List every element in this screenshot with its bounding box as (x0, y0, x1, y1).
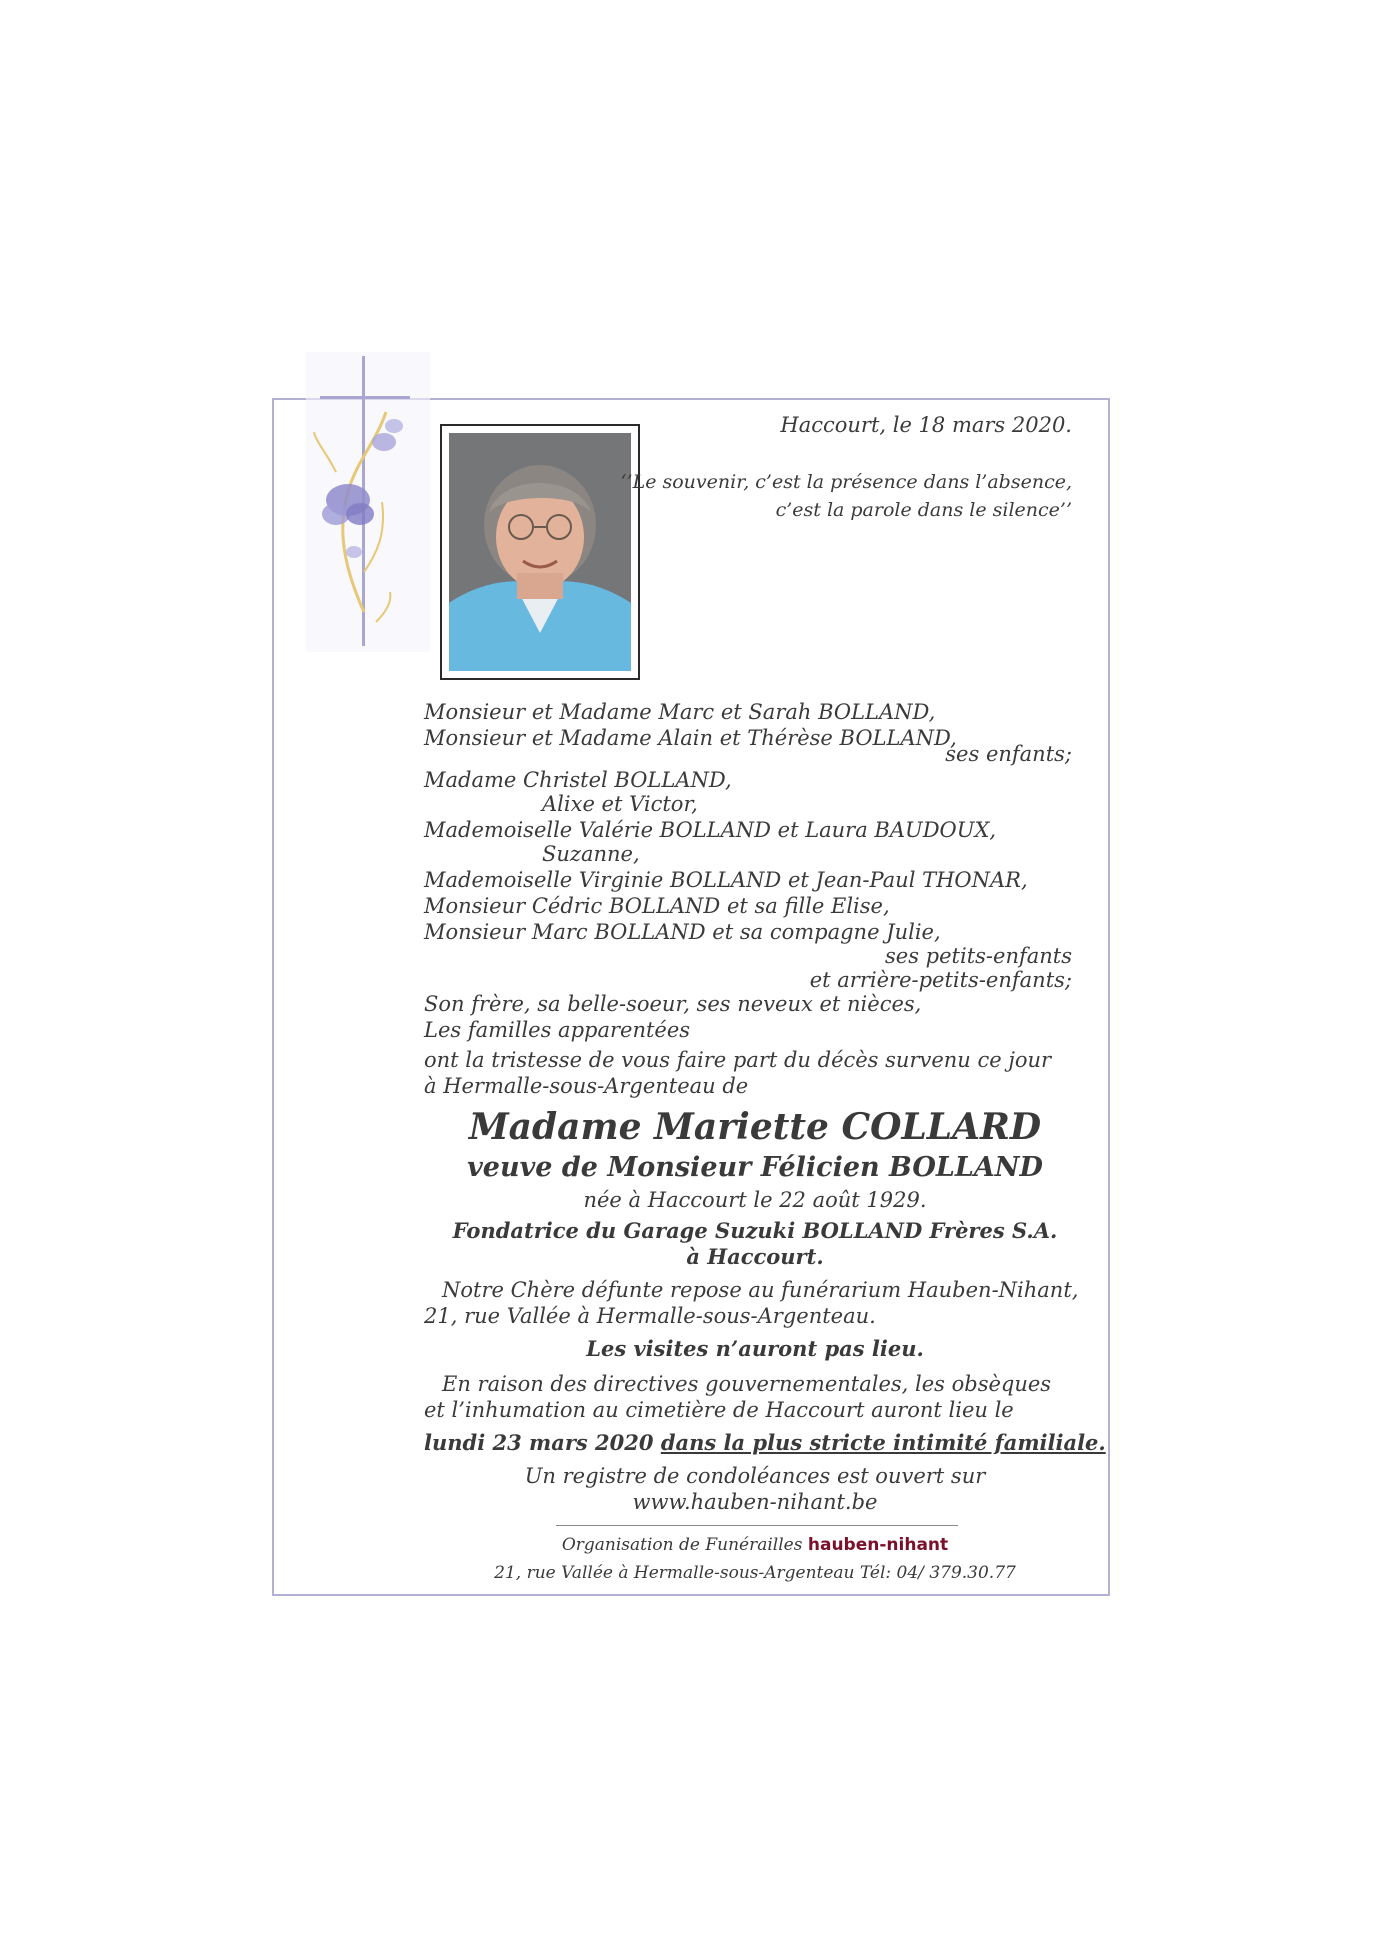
grandchildren-label-2: et arrière-petits-enfants; (809, 968, 1072, 992)
others-line-1: Son frère, sa belle-soeur, ses neveux et nièces, (424, 992, 922, 1016)
funeral-line-1: En raison des directives gouvernementales, les obsèques (442, 1372, 1052, 1396)
repose-line-2: 21, rue Vallée à Hermalle-sous-Argenteau. (424, 1304, 876, 1328)
grandchild-line-3: Mademoiselle Valérie BOLLAND et Laura BAUDOUX, (424, 818, 997, 842)
funeral-private: dans la plus stricte intimité familiale. (660, 1430, 1106, 1455)
funeral-date: lundi 23 mars 2020 (424, 1430, 654, 1455)
footer-org-line (272, 1534, 1238, 1556)
register-line-2: www.hauben-nihant.be (632, 1490, 878, 1514)
footer-org-label: Organisation de Funérailles (561, 1535, 803, 1555)
birth-line: née à Haccourt le 22 août 1929. (583, 1188, 927, 1212)
announce-line-2: à Hermalle-sous-Argenteau de (424, 1074, 749, 1098)
children-label: ses enfants; (945, 742, 1072, 766)
child-line-2: Monsieur et Madame Alain et Thérèse BOLLAND, (424, 726, 957, 750)
portrait-frame (440, 424, 640, 680)
announce-line-1: ont la tristesse de vous faire part du décès survenu ce jour (424, 1048, 1052, 1072)
grandchild-line-7: Monsieur Marc BOLLAND et sa compagne Julie, (424, 920, 941, 944)
repose-line-1: Notre Chère défunte repose au funérarium Hauben-Nihant, (442, 1278, 1079, 1302)
grandchild-line-6: Monsieur Cédric BOLLAND et sa fille Elise, (424, 894, 890, 918)
quote-line-2: c’est la parole dans le silence’’ (775, 499, 1072, 521)
funeral-line-2: et l’inhumation au cimetière de Haccourt auront lieu le (424, 1398, 1014, 1422)
funeral-home-logo: hauben-nihant (807, 1535, 949, 1555)
child-line-1: Monsieur et Madame Marc et Sarah BOLLAND, (424, 700, 936, 724)
deceased-name: Madame Mariette COLLARD (468, 1106, 1042, 1148)
role-line-2: à Haccourt. (686, 1244, 824, 1269)
footer-divider (556, 1525, 958, 1526)
role-line-1: Fondatrice du Garage Suzuki BOLLAND Frères S.A. (452, 1218, 1058, 1243)
date-line: Haccourt, le 18 mars 2020. (780, 413, 1072, 437)
portrait-photo (449, 433, 631, 671)
quote-line-1: ‘’Le souvenir, c’est la présence dans l’absence, (620, 471, 1072, 493)
grandchild-line-1: Madame Christel BOLLAND, (424, 768, 732, 792)
footer-address: 21, rue Vallée à Hermalle-sous-Argenteau Tél: 04/ 379.30.77 (494, 1563, 1016, 1583)
grandchild-line-4: Suzanne, (542, 842, 640, 866)
grandchild-line-2: Alixe et Victor, (542, 792, 698, 816)
others-line-2: Les familles apparentées (424, 1018, 691, 1042)
grandchild-line-5: Mademoiselle Virginie BOLLAND et Jean-Paul THONAR, (424, 868, 1028, 892)
register-line-1: Un registre de condoléances est ouvert sur (524, 1464, 986, 1488)
grandchildren-label-1: ses petits-enfants (885, 944, 1072, 968)
cross-flower-ornament (306, 352, 430, 652)
funeral-date-line (424, 1430, 1106, 1455)
visits-line: Les visites n’auront pas lieu. (586, 1336, 924, 1361)
widow-of: veuve de Monsieur Félicien BOLLAND (467, 1152, 1043, 1183)
